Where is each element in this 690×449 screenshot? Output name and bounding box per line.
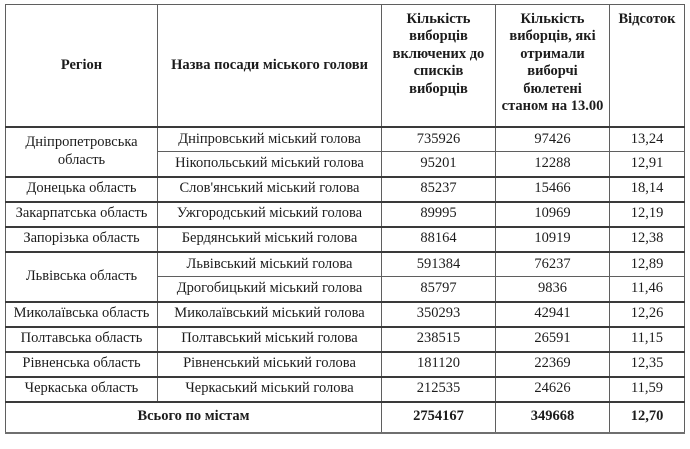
table-row — [6, 177, 685, 202]
region-cell: Рівненська область — [6, 352, 158, 377]
voters-listed-cell: 181120 — [382, 352, 496, 377]
ballots-received-cell: 15466 — [496, 177, 610, 202]
percent-cell: 11,15 — [610, 327, 685, 352]
ballots-received-cell: 10969 — [496, 202, 610, 227]
table-row — [6, 327, 685, 352]
percent-cell: 12,91 — [610, 152, 685, 177]
mayor-position-cell: Львівський міський голова — [158, 252, 382, 277]
region-cell: Запорізька область — [6, 227, 158, 252]
mayor-position-cell: Дрогобицький міський голова — [158, 277, 382, 302]
percent-cell: 12,19 — [610, 202, 685, 227]
percent-cell: 12,89 — [610, 252, 685, 277]
table-row — [6, 227, 685, 252]
ballots-received-cell: 24626 — [496, 377, 610, 402]
col-header-voters-listed: Кількість виборців включених до списків виборців — [382, 5, 496, 127]
voters-listed-cell: 350293 — [382, 302, 496, 327]
mayor-position-cell: Дніпровський міський голова — [158, 127, 382, 152]
mayor-position-cell: Слов'янський міський голова — [158, 177, 382, 202]
percent-cell: 12,38 — [610, 227, 685, 252]
voters-listed-cell: 212535 — [382, 377, 496, 402]
region-cell: Полтавська область — [6, 327, 158, 352]
table-row — [6, 302, 685, 327]
voters-listed-cell: 591384 — [382, 252, 496, 277]
mayor-position-cell: Черкаський міський голова — [158, 377, 382, 402]
col-header-region: Регіон — [6, 5, 158, 127]
region-cell: Миколаївська область — [6, 302, 158, 327]
region-cell: Дніпропетровська область — [6, 127, 158, 177]
percent-cell: 12,35 — [610, 352, 685, 377]
col-header-percent: Відсоток — [610, 5, 685, 127]
total-ballots-received-cell: 349668 — [496, 402, 610, 433]
voters-listed-cell: 238515 — [382, 327, 496, 352]
total-row — [6, 402, 685, 433]
voters-listed-cell: 89995 — [382, 202, 496, 227]
mayor-position-cell: Полтавський міський голова — [158, 327, 382, 352]
ballots-received-cell: 26591 — [496, 327, 610, 352]
percent-cell: 12,26 — [610, 302, 685, 327]
percent-cell: 13,24 — [610, 127, 685, 152]
table-row — [6, 127, 685, 152]
mayor-position-cell: Бердянський міський голова — [158, 227, 382, 252]
ballots-received-cell: 9836 — [496, 277, 610, 302]
table-row — [6, 377, 685, 402]
ballots-received-cell: 76237 — [496, 252, 610, 277]
region-cell: Львівська область — [6, 252, 158, 302]
voters-listed-cell: 85797 — [382, 277, 496, 302]
ballots-received-cell: 42941 — [496, 302, 610, 327]
col-header-position: Назва посади міського голови — [158, 5, 382, 127]
voters-listed-cell: 85237 — [382, 177, 496, 202]
table-row — [6, 352, 685, 377]
voters-listed-cell: 88164 — [382, 227, 496, 252]
ballots-received-cell: 12288 — [496, 152, 610, 177]
percent-cell: 11,59 — [610, 377, 685, 402]
turnout-table — [5, 4, 685, 434]
region-cell: Черкаська область — [6, 377, 158, 402]
mayor-position-cell: Нікопольський міський голова — [158, 152, 382, 177]
mayor-position-cell: Ужгородський міський голова — [158, 202, 382, 227]
region-cell: Закарпатська область — [6, 202, 158, 227]
header-row — [6, 5, 685, 127]
total-label-cell: Всього по містам — [6, 402, 382, 433]
percent-cell: 11,46 — [610, 277, 685, 302]
table-row — [6, 202, 685, 227]
table-row — [6, 252, 685, 277]
voters-listed-cell: 95201 — [382, 152, 496, 177]
percent-cell: 18,14 — [610, 177, 685, 202]
region-cell: Донецька область — [6, 177, 158, 202]
total-percent-cell: 12,70 — [610, 402, 685, 433]
voters-listed-cell: 735926 — [382, 127, 496, 152]
mayor-position-cell: Миколаївський міський голова — [158, 302, 382, 327]
total-voters-listed-cell: 2754167 — [382, 402, 496, 433]
col-header-ballots-received: Кількість виборців, які отримали виборчі бюлетені станом на 13.00 — [496, 5, 610, 127]
ballots-received-cell: 22369 — [496, 352, 610, 377]
mayor-position-cell: Рівненський міський голова — [158, 352, 382, 377]
ballots-received-cell: 97426 — [496, 127, 610, 152]
ballots-received-cell: 10919 — [496, 227, 610, 252]
